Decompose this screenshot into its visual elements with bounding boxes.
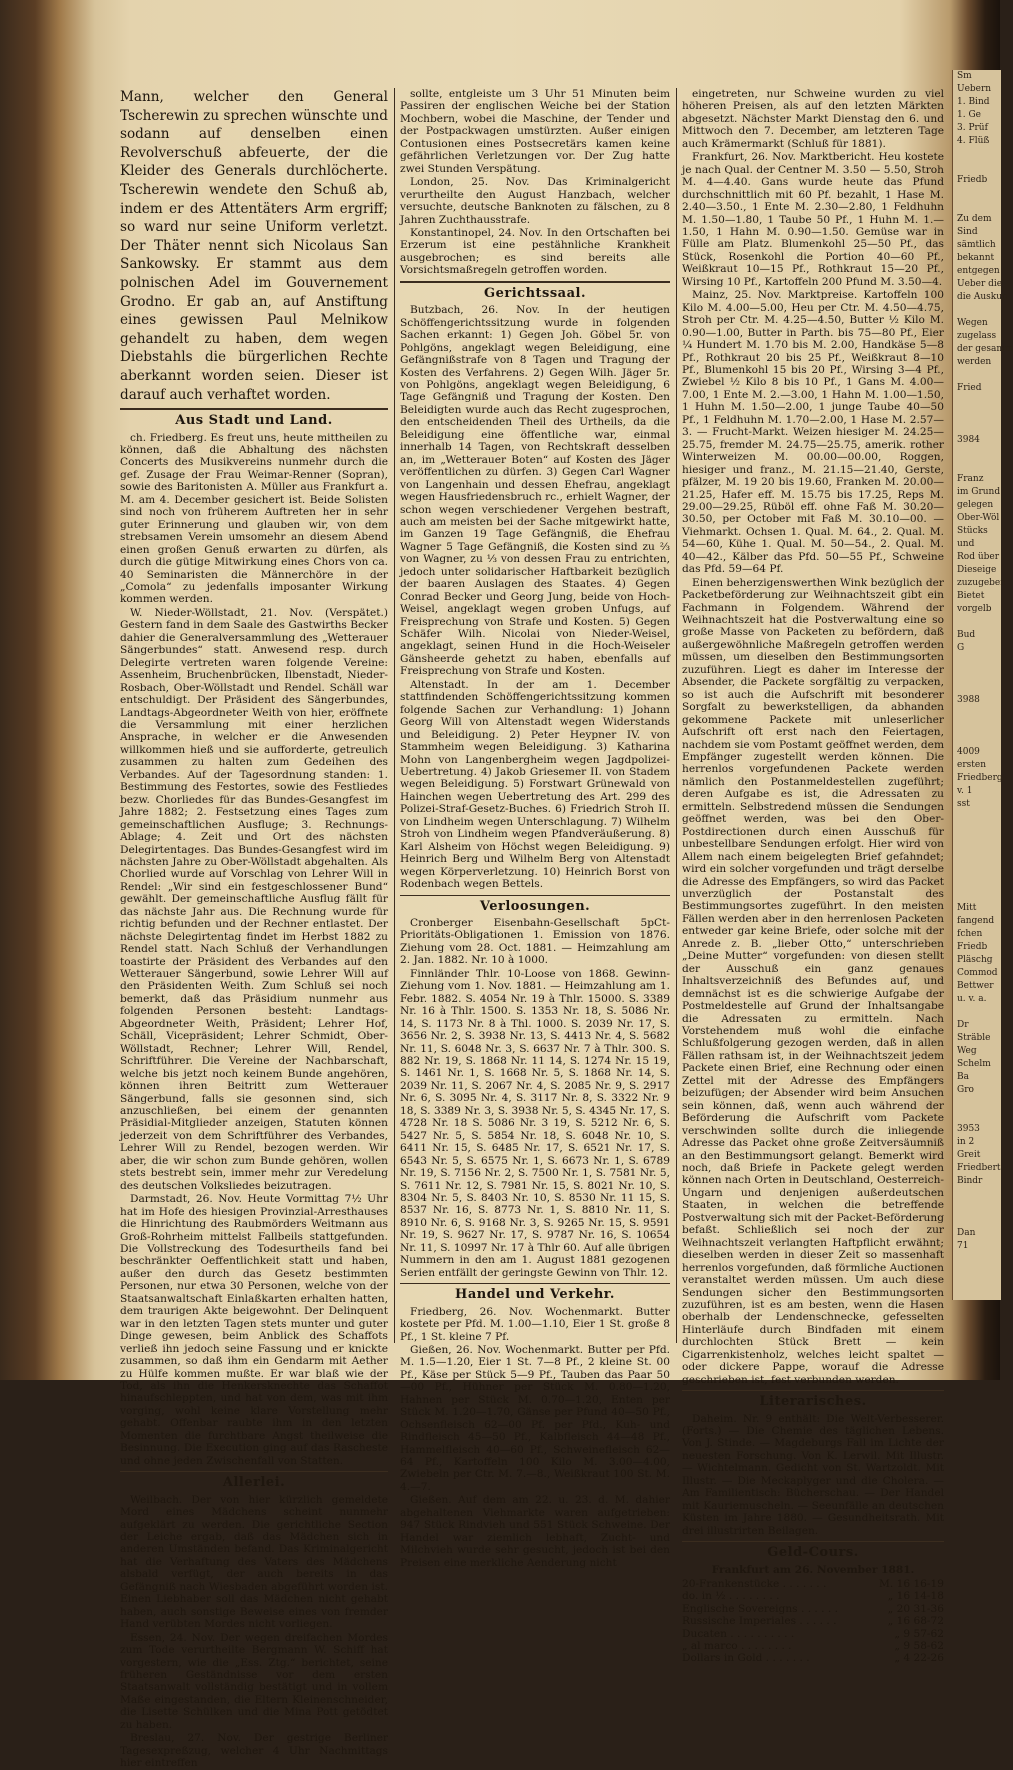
court-room-articles	[400, 304, 670, 890]
adjacent-page-text	[953, 707, 1001, 720]
currency-name: Russische Imperiales . . . . . .	[682, 1615, 837, 1628]
currency-rate: „ 9 58-62	[894, 1640, 944, 1653]
column-3	[682, 88, 944, 1665]
adjacent-page-text	[953, 1110, 1001, 1123]
adjacent-page-text: Stücks	[957, 526, 988, 536]
adjacent-page-text: Friedb	[957, 175, 988, 185]
adjacent-page-text: Schelm	[957, 1059, 991, 1069]
adjacent-page-text: die Auskun	[957, 292, 1008, 302]
article-paragraph: Daheim. Nr. 9 enthält: Die Welt-Verbesserer. (Forts.) — Die Chemie des täglichen Lebens. Von J. Stinde. — Magdeburgs Fall im Lichte der neuesten Forschung. Von K. Lerwil. Mit Illustr. — Wichtelmann. Gedicht von St. Wartzoldt. Mit Illustr. — Die Meckaplyger und die Cholera. — Am Familientisch: Bücherschau. — Der Handel mit Kauriemuscheln. — Seeunfälle an deutschen Küsten im Jahre 1880. — Gesundheitsrath. Mit drei illustrirten Beilagen.	[682, 1412, 944, 1537]
article-paragraph: Essen, 24. Nov. Der wegen dreifachen Mordes zum Tode verurtheilte Bergmann W. Schiff hat vorgestern, wie die „Ess. Ztg.“ berichtet, seine früheren Geständnisse vor dem ersten Staatsanwalt vollständig bestätigt und in vollem Maße eingestanden, die Eltern Kleinenschneider, die Lisette Schülken und die Mina Pott getödtet zu haben.	[120, 1631, 388, 1731]
money-rate-row	[682, 1615, 944, 1627]
adjacent-page-text: der gesamm	[957, 344, 1013, 354]
currency-name: Dollars in Gold . . . . . . .	[682, 1652, 810, 1665]
money-rate-row	[682, 1628, 944, 1640]
adjacent-page-text: Friedb	[957, 942, 988, 952]
adjacent-page-text: im Grund	[957, 487, 1001, 497]
adjacent-page-text	[953, 460, 1001, 473]
adjacent-page-text: Wegen	[957, 318, 988, 328]
adjacent-page-text	[953, 408, 1001, 421]
adjacent-page-text: Friedberg	[957, 773, 1003, 783]
adjacent-page-text: Ba	[957, 1072, 969, 1082]
column-1	[120, 88, 388, 1770]
section-heading-lotteries: Verloosungen.	[479, 898, 591, 914]
adjacent-page-text	[953, 850, 1001, 863]
money-rates-subtitle: Frankfurt am 26. November 1881.	[711, 1563, 915, 1576]
adjacent-page-text	[953, 161, 1001, 174]
adjacent-page-text: Pläschg	[957, 955, 993, 965]
adjacent-page-text: Gro	[957, 1085, 974, 1095]
adjacent-page-text: Commod	[957, 968, 998, 978]
article-paragraph: Friedberg, 26. Nov. Wochenmarkt. Butter kostete per Pfd. M. 1.00—1.10, Eier 1 St. große 8 Pf., 1 St. kleine 7 Pf.	[400, 1305, 670, 1343]
adjacent-page-text: Bettwer	[957, 981, 994, 991]
adjacent-page-text: sst	[957, 799, 970, 809]
currency-name: 20-Frankenstücke . . . . . . .	[682, 1578, 827, 1591]
section-divider	[400, 1283, 670, 1284]
article-paragraph: Weilbach. Der von hier kürzlich gemeldete Mord eines Mädchens scheint nunmehr aufgeklärt zu werden. Die gerichtliche Section der Leiche ergab, daß das Mädchen sich in anderen Umständen befand. Das Kriminalgericht hat die Verhaftung des Vaters des Mädchens alsbald verfügt, der auch bereits in das Gefängniß nach Wiesbaden abgeführt worden ist. Einen Liebhaber soll das Mädchen nicht gehabt haben, auch sonstige Beweise eines von fremder Hand verübten Mordes nicht vorliegen.	[120, 1493, 388, 1631]
adjacent-page-text: werden	[957, 357, 992, 367]
currency-rate: „ 4 22-26	[894, 1652, 944, 1665]
adjacent-page-text: Uebern	[957, 84, 992, 94]
article-paragraph: Breslau, 27. Nov. Der gestrige Berliner Tagesexpreßzug, welcher 4 Uhr Nachmittags hier eintreffen	[120, 1732, 388, 1770]
adjacent-page-text: 3984	[957, 435, 980, 445]
adjacent-page-text: Bietet	[957, 591, 985, 601]
adjacent-page-text	[953, 824, 1001, 837]
adjacent-page-text: und	[957, 539, 975, 549]
adjacent-page-text: u. v. a.	[957, 994, 987, 1004]
adjacent-page-text	[953, 837, 1001, 850]
currency-name: „ al marco . . . . . . . .	[682, 1640, 792, 1653]
article-paragraph: Darmstadt, 26. Nov. Heute Vormittag 7½ Uhr hat im Hofe des hiesigen Provinzial-Arresthauses die Hinrichtung des Raubmörders Weitmann aus Groß-Rohrheim mittelst Fallbeils stattgefunden. Die Vollstreckung des Todesurtheils fand bei beschränkter Oeffentlichkeit statt und haben, außer den durch das Gesetz bestimmten Personen, nur etwa 30 Personen, welche von der Staatsanwaltschaft Einlaßkarten erhalten hatten, dem traurigen Akte beigewohnt. Der Delinquent war in den letzten Tagen stets munter und guter Dinge gewesen, beim Anblick des Schaffots verließ ihn jedoch seine Fassung und er knickte zusammen, so daß ihm ein Gendarm mit Aether zu Hülfe kommen mußte. Er war blaß wie der Tod, als ihn die Henkersknechte das Schaffot hinaufschleppten, und hat von dem, was mit ihm vorging, wohl keine klare Vorstellung mehr gehabt. Offenbar raubte ihm in den letzten Momenten die furchtbare Angst theilweise die Besinnung. Die Execution ging auf das Rascheste und ohne jeden Zwischenfall von Statten.	[120, 1193, 388, 1467]
adjacent-page-text	[953, 1188, 1001, 1201]
page-body	[108, 80, 944, 1770]
currency-name: Englische Sovereigns . . . . . .	[682, 1602, 839, 1615]
currency-name: Ducaten . . . . . . . . . .	[682, 1627, 795, 1640]
section-divider	[682, 1390, 944, 1391]
currency-rate: M. 16 16-19	[879, 1578, 944, 1591]
money-rate-row	[682, 1652, 944, 1664]
adjacent-page-text: 1. Ge	[957, 110, 981, 120]
adjacent-page-text	[953, 889, 1001, 902]
adjacent-page-text: Franz	[957, 474, 984, 484]
column-2	[400, 88, 670, 1569]
article-paragraph: Frankfurt, 26. Nov. Marktbericht. Heu kostete je nach Qual. der Centner M. 3.50 — 5.50, Stroh M. 4—4.40. Gans wurde heute das Pfund durchschnittlich mit 60 Pf. bezahlt, 1 Hase M. 2.40—3.50., 1 Ente M. 2.30—2.80, 1 Feldhuhn M. 1.50—1.80, 1 Taube 50 Pf., 1 Huhn M. 1.—1.50, 1 Hahn M. 0.90—1.50. Gemüse war in Fülle am Platz. Blumenkohl 25—50 Pf., das Stück, Rosenkohl die Portion 40—60 Pf., Weißkraut 10—15 Pf., Rothkraut 15—20 Pf., Wirsing 10 Pf., Kartoffeln 200 Pfund M. 3.50—4.	[682, 151, 944, 288]
continued-article-text: Mann, welcher den General Tscherewin zu sprechen wünschte und sodann auf denselben einen Revolverschuß abfeuerte, der die Kleider des Generals durchlöcherte. Tscherewin wendete den Schuß ab, indem er des Attentäters Arm ergriff; so ward nur seine Uniform verletzt. Der Thäter nennt sich Nicolaus San Sankowsky. Er stammt aus dem polnischen Adel im Gouvernement Grodno. Er gab an, auf Anstiftung eines gewissen Paul Melnikow gehandelt zu haben, dem wegen Diebstahls die bürgerlichen Rechte aberkannt worden seien. Dieser ist darauf auch verhaftet worden.	[120, 89, 388, 403]
adjacent-page-text: Fried	[957, 383, 982, 393]
adjacent-page-text: Bud	[957, 630, 976, 640]
adjacent-page-text: 4009	[957, 747, 980, 757]
currency-rate: „ 9 57-62	[894, 1627, 944, 1640]
adjacent-page-fragment	[952, 70, 1013, 1300]
adjacent-page-text	[953, 863, 1001, 876]
column-rule	[394, 88, 395, 1343]
trade-articles	[400, 1306, 670, 1570]
article-paragraph: Gießen. Auf dem am 22. u. 23. d. M. dahier abgehaltenen Viehmarkte waren aufgetrieben: 947 Stück Rindvieh und 551 Stück Schweine. Der Handel war ziemlich lebhaft, Zucht- und Milchvieh wurde sehr gesucht, jedoch ist bei den Preisen eine merkliche Aenderung nicht	[400, 1494, 670, 1569]
adjacent-page-text	[953, 1097, 1001, 1110]
adjacent-page-text	[953, 395, 1001, 408]
adjacent-page-text: Sm	[957, 71, 972, 81]
adjacent-page-text	[953, 876, 1001, 889]
article-paragraph: Altenstadt. In der am 1. December stattfindenden Schöffengerichtssitzung kommen folgende Sachen zur Verhandlung: 1) Johann Georg Will von Altenstadt wegen Widerstands und Beleidigung. 2) Peter Heypner IV. von Stammheim wegen Beleidigung. 3) Katharina Mohn von Langenbergheim wegen Jagdpolizei-Uebertretung. 4) Jakob Griesemer II. von Stadem wegen Beleidigung. 5) Forstwart Grünewald von Hainchen wegen Uebertretung des Art. 299 des Polizei-Straf-Gesetz-Buches. 6) Friedrich Stroh II. von Lindheim wegen Unterschlagung. 7) Wilhelm Stroh von Lindheim wegen Pfandveräußerung. 8) Karl Alsheim von Höchst wegen Beleidigung. 9) Heinrich Berg und Wilhelm Berg von Altenstadt wegen Körperverletzung. 10) Heinrich Borst von Rodenbach wegen Bettels.	[400, 678, 670, 891]
adjacent-page-text: Dan	[957, 1228, 976, 1238]
adjacent-page-text: in 2	[957, 1137, 975, 1147]
adjacent-page-text: Rod über	[957, 552, 1000, 562]
currency-rate: „ 16 14-18	[887, 1590, 944, 1603]
local-news-articles	[120, 432, 388, 1468]
adjacent-page-text: Zu dem	[957, 214, 992, 224]
section-heading-court-room: Gerichtssaal.	[484, 285, 586, 301]
adjacent-page-text: Dieseige	[957, 565, 997, 575]
adjacent-page-text: vorgelb	[957, 604, 992, 614]
article-paragraph: Finnländer Thlr. 10-Loose von 1868. Gewinn-Ziehung vom 1. Nov. 1881. — Heimzahlung am 1. Febr. 1882. S. 4054 Nr. 19 à Thlr. 15000. S. 3389 Nr. 16 à Thlr. 1500. S. 1353 Nr. 18, S. 5086 Nr. 14, S. 1173 Nr. 8 à Thl. 1000. S. 2039 Nr. 17, S. 3656 Nr. 2, S. 3938 Nr. 13, S. 4413 Nr. 4, S. 5682 Nr. 11, S. 6048 Nr. 3, S. 6637 Nr. 7 à Thlr. 300. S. 882 Nr. 19, S. 1868 Nr. 11 14, S. 1274 Nr. 15 19, S. 1461 Nr. 1, S. 1668 Nr. 5, S. 1868 Nr. 14, S. 2039 Nr. 11, S. 2067 Nr. 4, S. 2085 Nr. 9, S. 2917 Nr. 6, S. 3095 Nr. 4, S. 3117 Nr. 8, S. 3322 Nr. 9 18, S. 3389 Nr. 3, S. 3938 Nr. 5, S. 4345 Nr. 17, S. 4728 Nr. 18 S. 5086 Nr. 3 19, S. 5212 Nr. 6, S. 5427 Nr. 5, S. 5854 Nr. 18, S. 6048 Nr. 10, S. 6411 Nr. 15, S. 6485 Nr. 17, S. 6521 Nr. 17, S. 6543 Nr. 5, S. 6575 Nr. 1, S. 6673 Nr. 1, S. 6789 Nr. 19, S. 7156 Nr. 2, S. 7500 Nr. 1, S. 7581 Nr. 5, S. 7611 Nr. 12, S. 7981 Nr. 15, S. 8021 Nr. 10, S. 8304 Nr. 5, S. 8403 Nr. 10, S. 8530 Nr. 11 15, S. 8537 Nr. 16, S. 8773 Nr. 1, S. 8810 Nr. 11, S. 8910 Nr. 6, S. 9168 Nr. 3, S. 9265 Nr. 15, S. 9591 Nr. 19, S. 9627 Nr. 17, S. 9787 Nr. 16, S. 10654 Nr. 11, S. 10997 Nr. 17 à Thlr 60. Auf alle übrigen Nummern in den am 1. August 1881 gezogenen Serien entfällt der geringste Gewinn von Thlr. 12.	[400, 967, 670, 1279]
article-paragraph: London, 25. Nov. Das Kriminalgericht verurtheilte den August Hanzbach, welcher versuchte, deutsche Banknoten zu fälschen, zu 8 Jahren Zuchthausstrafe.	[400, 176, 670, 226]
adjacent-page-text: G	[957, 643, 965, 653]
adjacent-page-text: 4. Flüß	[957, 136, 990, 146]
adjacent-page-text	[953, 200, 1001, 213]
adjacent-page-text	[953, 681, 1001, 694]
article-paragraph: Konstantinopel, 24. Nov. In den Ortschaften bei Erzerum ist eine pestähnliche Krankheit ausgebrochen; es sind bereits alle Vorsichtsmaßregeln getroffen worden.	[400, 226, 670, 277]
section-divider	[120, 408, 388, 410]
article-paragraph: Einen beherzigenswerthen Wink bezüglich der Packetbeförderung zur Weihnachtszeit gibt ein Fachmann in Folgendem. Während der Weihnachtszeit hat die Postverwaltung eine so große Masse von Packeten zu befördern, daß außergewöhnliche Maßregeln getroffen werden müssen, um dieselben den Bestimmungsorten zuzuführen. Liegt es daher im Interesse der Absender, die Packete sorgfältig zu verpacken, so ist auch die Aufschrift mit besonderer Sorgfalt zu bewerkstelligen, da abhanden gekommene Packete mit unleserlicher Aufschrift oft erst nach den Feiertagen, nachdem sie vom Postamt geöffnet werden, dem Empfänger zugestellt werden können. Die herrenlos vorgefundenen Packete werden nämlich den Postanmeldestellen zugeführt; deren Aufgabe es ist, die Adressaten zu ermitteln. Selbstredend müssen die Sendungen geöffnet werden, was bei den Ober-Postdirectionen durch einen Ausschuß für unbestellbare Sendungen erfolgt. Hier wird von Allem nach einem beigelegten Brief gefahndet; wird ein solcher vorgefunden und trägt derselbe die Adresse des Empfängers, so wird das Packet unverzüglich der Postanstalt des Bestimmungsortes zugeführt. In den meisten Fällen werden aber in den herrenlosen Packeten entweder gar keine Briefe, oder solche mit der Anrede z. B. „lieber Otto,“ unterschrieben „Deine Mutter“ vorgefunden: von diesen stellt der Ausschuß ein ganz genaues Inhaltsverzeichniß des Befundes auf, und demnächst ist es die schwierige Aufgabe der Postmeldestelle auf Grund der Inhaltsangabe die Adressaten zu ermitteln. Nach Vorstehendem muß wohl die einfache Schlußfolgerung gezogen werden, daß in allen Fällen rathsam ist, in der Weihnachtszeit jedem Packete einen Brief, eine Rechnung oder einen Zettel mit der Adresse des Empfängers beizufügen; der Absender wird beim Ansuchen sein können, daß, wenn auch während der Beförderung die Aufschrift vom Packete verschwinden sollte durch die inliegende Adresse das Packet ohne große Zeitversäumniß an den Bestimmungsort gelangt. Bemerkt wird noch, daß Briefe in Packete gelegt werden können nach Orten in Deutschland, Oesterreich-Ungarn und denjenigen außerdeutschen Staaten, in welchen die betreffende Postverwaltung sich mit der Packet-Beförderung befaßt. Schließlich sei noch der zur Weihnachtszeit verlangten Haftpflicht erwähnt; dieselben werden in dieser Zeit so massenhaft herrenlos vorgefunden, daß förmliche Auctionen veranstaltet werden müssen. Um auch diese Sendungen sicher den Bestimmungsorten zuzuführen, ist es am besten, wenn die Hasen oberhalb der Lendenschnecke, gefesselten Hinterläufe durch Bindfaden mit einem durchlochten Stück Brett — kein Cigarrenkistenholz, welches leicht spaltet — oder dickere Pappe, worauf die Adresse geschrieben ist, fest verbunden werden.	[682, 576, 944, 1386]
money-rate-row	[682, 1603, 944, 1615]
continued-news-items	[400, 88, 670, 277]
adjacent-page-text: bekannt	[957, 253, 995, 263]
adjacent-page-text: gelegen	[957, 500, 994, 510]
market-reports	[682, 88, 944, 1386]
section-heading-trade: Handel und Verkehr.	[455, 1287, 615, 1303]
adjacent-page-text	[953, 187, 1001, 200]
money-rate-row	[682, 1640, 944, 1652]
section-divider	[400, 895, 670, 896]
adjacent-page-text	[953, 1006, 1001, 1019]
lottery-articles	[400, 917, 670, 1279]
adjacent-page-text	[953, 421, 1001, 434]
adjacent-page-text	[953, 1201, 1001, 1214]
adjacent-page-text	[953, 1214, 1001, 1227]
adjacent-page-text: fchen	[957, 929, 983, 939]
adjacent-page-text: Friedbert	[957, 1163, 1001, 1173]
section-divider	[120, 1471, 388, 1472]
currency-rate: „ 16 68-72	[887, 1615, 944, 1628]
adjacent-page-text	[953, 733, 1001, 746]
adjacent-page-text	[953, 668, 1001, 681]
adjacent-page-text: Mitt	[957, 903, 977, 913]
money-rates-table	[682, 1578, 944, 1665]
adjacent-page-text: 3953	[957, 1124, 980, 1134]
section-heading-miscellany: Allerlei.	[222, 1475, 286, 1491]
miscellany-articles	[120, 1494, 388, 1770]
adjacent-page-text	[953, 369, 1001, 382]
adjacent-page-text: zugelass	[957, 331, 997, 341]
adjacent-page-text	[953, 616, 1001, 629]
adjacent-page-text	[953, 148, 1001, 161]
adjacent-page-text: entgegen	[957, 266, 1000, 276]
adjacent-page-text: 3. Prüf	[957, 123, 988, 133]
adjacent-page-text	[953, 811, 1001, 824]
article-paragraph: Cronberger Eisenbahn-Gesellschaft 5pCt-Prioritäts-Obligationen 1. Emission von 1876. Ziehung vom 28. Oct. 1881. — Heimzahlung am 2. Jan. 1882. Nr. 10 à 1000.	[400, 917, 670, 967]
money-rate-row	[682, 1590, 944, 1602]
adjacent-page-text: sämtlich	[957, 240, 996, 250]
adjacent-page-text: Bindr	[957, 1176, 983, 1186]
adjacent-page-text: 1. Bind	[957, 97, 990, 107]
section-heading-local-news: Aus Stadt und Land.	[175, 413, 333, 429]
section-heading-literary: Literarisches.	[759, 1394, 867, 1410]
adjacent-page-text: Dr	[957, 1020, 969, 1030]
money-rate-row	[682, 1578, 944, 1590]
section-heading-money-rates: Geld-Cours.	[767, 1545, 859, 1561]
adjacent-page-text	[953, 720, 1001, 733]
currency-name: do. in ½ . . . . . . . .	[682, 1590, 780, 1603]
section-divider	[682, 1541, 944, 1542]
literary-articles	[682, 1413, 944, 1538]
adjacent-page-text: Ueber die	[957, 279, 1003, 289]
adjacent-page-text: Greit	[957, 1150, 981, 1160]
adjacent-page-text: Sind	[957, 227, 978, 237]
adjacent-page-text: v. 1	[957, 786, 973, 796]
adjacent-page-text: 71	[957, 1241, 969, 1251]
adjacent-page-text: zuzugeben	[957, 578, 1007, 588]
section-divider	[400, 281, 670, 283]
adjacent-page-text: Sträble	[957, 1033, 991, 1043]
article-paragraph: ch. Friedberg. Es freut uns, heute mittheilen zu können, daß die Abhaltung des nächsten Concerts des Musikvereins nunmehr durch die gef. Zusage der Frau Weimar-Renner (Sopran), sowie des Baritonisten A. Müller aus Frankfurt a. M. am 4. December gesichert ist. Beide Solisten sind noch von früherem Auftreten her in sehr guter Erinnerung und glauben wir, von dem strebsamen Verein umsomehr an diesem Abend einen großen Genuß erwarten zu dürfen, als durch die gütige Mitwirkung eines Chors von ca. 40 Seminaristen die Männerchöre in der „Comola“ zu jedenfalls imposanter Wirkung kommen werden.	[120, 431, 388, 606]
adjacent-page-text: 3988	[957, 695, 980, 705]
article-paragraph: Butzbach, 26. Nov. In der heutigen Schöffengerichtssitzung wurde in folgenden Sachen erkannt: 1) Gegen Joh. Göbel 5r. von Pohlgöns, angeklagt wegen Beleidigung, eine Gefängnißstrafe von 8 Tagen und Tragung der Kosten des Verfahrens. 2) Gegen Wilh. Jäger 5r. von Pohlgöns, angeklagt wegen Beleidigung, 6 Tage Gefängniß und Tragung der Kosten. Den Beleidigten wurde auch das Recht zugesprochen, den entscheidenden Theil des Urtheils, da die Beleidigung eine öffentliche war, einmal innerhalb 14 Tagen, von Rechtskraft desselben an, im „Wetterauer Boten“ auf Kosten des Jäger veröffentlichen zu dürfen. 3) Gegen Carl Wagner von Langenhain und dessen Ehefrau, angeklagt wegen Hausfriedensbruch rc., erhielt Wagner, der schon wegen verschiedener Vergehen bestraft, auch am meisten bei der Sache mitgewirkt hatte, im Ganzen 19 Tage Gefängniß, die Ehefrau Wagner 5 Tage Gefängniß, die Kosten sind zu ⅔ von Wagner, zu ⅓ von dessen Frau zu entrichten, jedoch unter solidarischer Haftbarkeit bezüglich der baaren Auslagen des Staates. 4) Gegen Conrad Becker und Georg Jung, beide von Hoch-Weisel, angeklagt wegen groben Unfugs, auf Freisprechung von Strafe und Kosten. 5) Gegen Schäfer Wilh. Nicolai von Nieder-Weisel, angeklagt, seinen Hund in die Hoch-Weiseler Gänsheerde gehetzt zu haben, ebenfalls auf Freisprechung von Strafe und Kosten.	[400, 304, 670, 678]
article-paragraph: W. Nieder-Wöllstadt, 21. Nov. (Verspätet.) Gestern fand in dem Saale des Gastwirths Becker dahier die Generalversammlung des „Wetterauer Sängerbundes“ statt. Anwesend resp. durch Delegirte vertreten waren folgende Vereine: Assenheim, Bruchenbrücken, Ilbenstadt, Nieder-Rosbach, Ober-Wöllstadt und Rendel. Schäll war entschuldigt. Der Präsident des Sängerbundes, Landtags-Abgeordneter Weith von hier, eröffnete die Versammlung mit einer herzlichen Ansprache, in welcher er die Anwesenden willkommen hieß und sie aufforderte, getreulich zusammen zu halten zum Gedeihen des Verbandes. Auf der Tagesordnung standen: 1. Bestimmung des Festortes, sowie des Festliedes bezw. Chorliedes für das Bundes-Gesangfest im Jahre 1882; 2. Festsetzung eines Tages zum gemeinschaftlichen Ausfluge; 3. Rechnungs-Ablage; 4. Zeit und Ort des nächsten Delegirtentages. Das Bundes-Gesangfest wird im nächsten Jahre zu Ober-Wöllstadt abgehalten. Als Chorlied wurde auf Vorschlag von Lehrer Will in Rendel: „Wir sind ein festgeschlossener Bund“ gewählt. Der gemeinschaftliche Ausflug fällt für das nächste Jahr aus. Die Rechnung wurde für richtig befunden und der Rechner entlastet. Der nächste Delegirtentag findet im Herbst 1882 zu Rendel statt. Nach Schluß der Verhandlungen toastirte der Präsident des Verbandes auf den Wetterauer Sängerbund, sowie Lehrer Will auf den Präsidenten Weith. Zum Schluß sei noch bemerkt, daß das Präsidium nunmehr aus folgenden Personen besteht: Landtags-Abgeordneter Weith, Präsident; Lehrer Hof, Schäll, Vicepräsident; Lehrer Schmidt, Ober-Wöllstadt, Rechner; Lehrer Will, Rendel, Schriftführer. Die Vereine der Nachbarschaft, welche bis jetzt noch keinem Bunde angehören, können ihren Beitritt zum Wetterauer Sängerbund, falls sie gesonnen sind, sich anzuschließen, bei einem der genannten Präsidial-Mitglieder anzeigen, Statuten können jederzeit von dem Schriftführer des Verbandes, Lehrer Will zu Rendel, bezogen werden. Wir aber, die wir schon zum Bunde gehören, wollen stets bestrebt sein, immer mehr zur Veredelung des deutschen Volksliedes beizutragen.	[120, 606, 388, 1192]
adjacent-page-text: ersten	[957, 760, 986, 770]
adjacent-page-text: Weg	[957, 1046, 977, 1056]
article-paragraph: Gießen, 26. Nov. Wochenmarkt. Butter per Pfd. M. 1.5—1.20, Eier 1 St. 7—8 Pf., 2 kleine St. 00 Pf., Käse per Stück 5—9 Pf., Tauben das Paar 50—00 Pf., Hühner per Stück M. 0.80—1.20, Hahnen per Stück M. 0.70—1.20, Enten per Stück M. 1.20—1.70, Gänse per Pfund 40—50 Pf., Ochsenfleisch 62—00 Pf. per Pfd., Kuh- und Rindfleisch 45—50 Pf., Kalbfleisch 44—48 Pf., Hammelfleisch 40—60 Pf., Schweinefleisch 62—64 Pf., Kartoffeln 100 Kilo M. 3.00—4.00, Zwiebeln per Ctr. M. 7.—8., Weißkraut 100 St. M. 4.—7.	[400, 1343, 670, 1493]
article-paragraph: sollte, entgleiste um 3 Uhr 51 Minuten beim Passiren der englischen Weiche bei der Station Mochbern, wobei die Maschine, der Tender und der Postpackwagen umstürzten. Außer einigen Contusionen eines Postsecretärs kamen keine gefährlichen Verletzungen vor. Der Zug hatte zwei Stunden Verspätung.	[400, 88, 670, 175]
adjacent-page-text: Ober-Wöl	[957, 513, 1000, 523]
article-paragraph: Mainz, 25. Nov. Marktpreise. Kartoffeln 100 Kilo M. 4.00—5.00, Heu per Ctr. M. 4.50—4.75, Stroh per Ctr. M. 4.25—4.50, Butter ½ Kilo M. 0.90—1.00, Butter in Parth. bis 75—80 Pf., Eier ¼ Hundert M. 1.70 bis M. 2.00, Handkäse 5—8 Pf., Rothkraut 20 bis 25 Pf., Weißkraut 8—10 Pf., Blumenkohl 15 bis 20 Pf., Wirsing 3—4 Pf., Zwiebel ½ Kilo 8 bis 10 Pf., 1 Gans M. 4.00—7.00, 1 Ente M. 2.—3.00, 1 Hahn M. 1.00—1.50, 1 Huhn M. 1.50—2.00, 1 junge Taube 40—50 Pf., 1 Feldhuhn M. 1.70—2.00, 1 Hase M. 2.57—3. — Frucht-Markt. Weizen hiesiger M. 24.25—25.75, fremder M. 24.75—25.75, amerik. rother Winterweizen M. 00.00—00.00, Roggen, hiesiger und franz., M. 21.15—21.40, Gerste, pfälzer, M. 19 20 bis 19.60, Franken M. 20.00—21.25, Hafer eff. M. 15.75 bis 17.25, Reps M. 29.00—29.25, Rüböl eff. ohne Faß M. 30.20—30.50, per October mit Faß M. 30.10—00. — Viehmarkt. Ochsen 1. Qual. M. 64., 2. Qual. M. 54—60, Kühe 1. Qual. M. 50—54., 2. Qual. M. 40—42., Kälber das Pfd. 50—55 Pf., Schweine das Pfd. 59—64 Pf.	[682, 289, 944, 576]
article-paragraph: eingetreten, nur Schweine wurden zu viel höheren Preisen, als auf den letzten Märkten abgesetzt. Nächster Markt Dienstag den 6. und Mittwoch den 7. December, am letzteren Tage auch Krämermarkt (Schluß für 1881).	[682, 88, 944, 150]
adjacent-page-text	[953, 655, 1001, 668]
adjacent-page-text	[953, 447, 1001, 460]
column-rule	[676, 88, 677, 1343]
adjacent-page-text	[953, 304, 1001, 317]
currency-rate: „ 20 31-36	[887, 1602, 944, 1615]
adjacent-page-text: fangend	[957, 916, 995, 926]
